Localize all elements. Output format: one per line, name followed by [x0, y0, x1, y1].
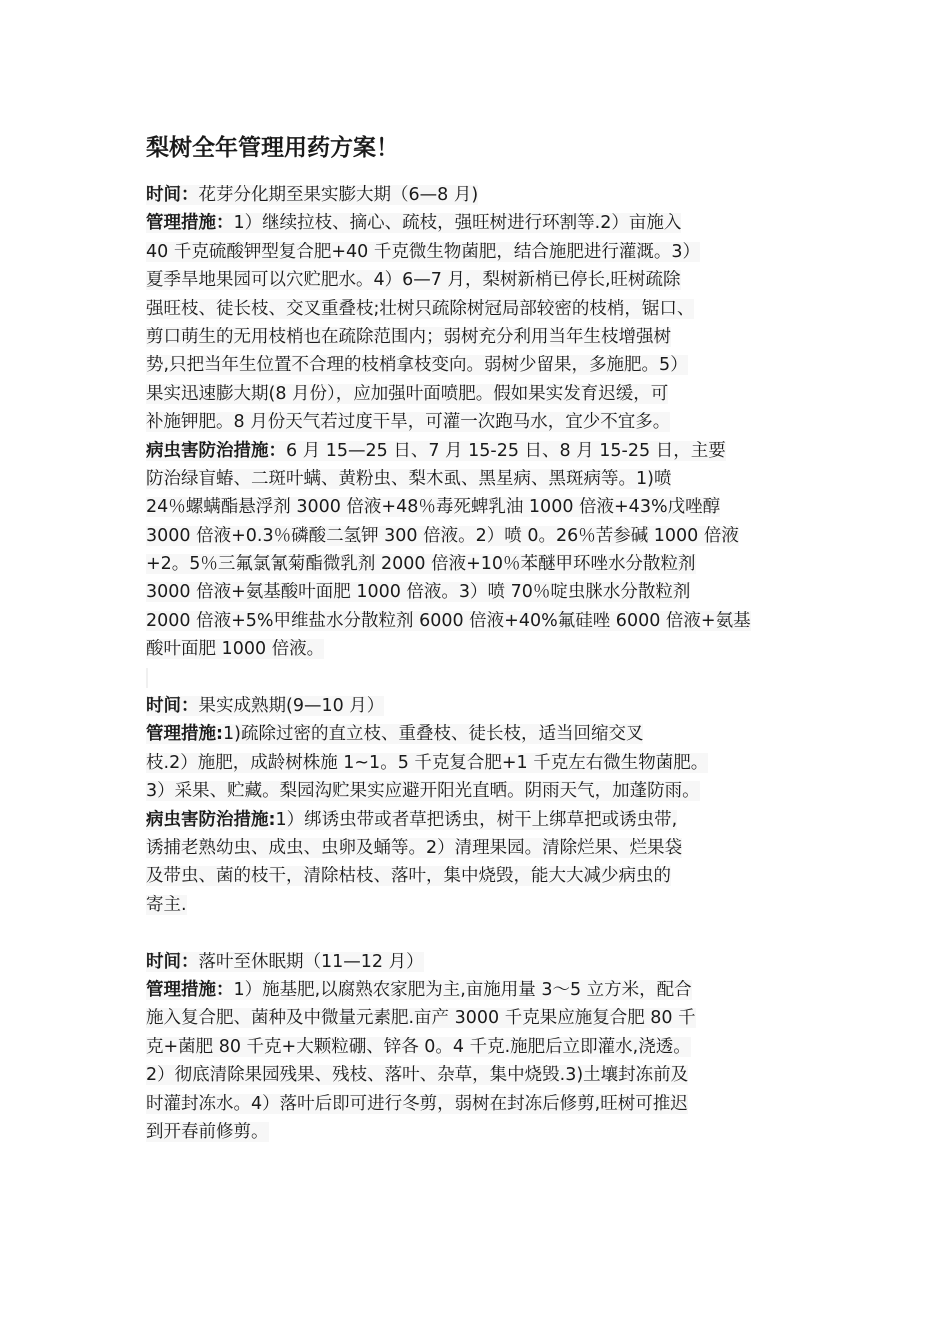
line-text: 24％螺螨酯悬浮剂 3000 倍液+48％毒死蜱乳油 1000 倍液+43%戊唑醇 [146, 497, 721, 518]
text-line [146, 550, 836, 578]
line-content [146, 242, 700, 262]
field-label: 管理措施: [146, 724, 223, 745]
line-text: 3）采果、贮藏。梨园沟贮果实应避开阳光直晒。阴雨天气，加蓬防雨。 [146, 781, 700, 802]
text-line [146, 465, 836, 493]
text-line [146, 806, 836, 834]
field-label: 管理措施： [146, 213, 234, 234]
line-content [146, 469, 671, 489]
line-content [146, 1065, 688, 1085]
document-title: 梨树全年管理用药方案！ [146, 135, 399, 161]
line-text: 寄主. [146, 894, 187, 915]
line-content [146, 1037, 691, 1057]
line-content [146, 639, 324, 659]
line-content [146, 270, 681, 290]
line-text: 诱捕老熟幼虫、成虫、虫卵及蛹等。2）清理果园。清除烂果、烂果袋 [146, 837, 683, 858]
line-content [146, 696, 384, 716]
text-line [146, 295, 836, 323]
line-content [146, 327, 671, 347]
text-line [146, 976, 836, 1004]
text-line [146, 493, 836, 521]
text-line [146, 1061, 836, 1089]
line-text: 2000 倍液+5%甲维盐水分散粒剂 6000 倍液+40%氟硅唑 6000 倍液+氨基 [146, 610, 751, 631]
text-line [146, 777, 836, 805]
line-text: 1）继续拉枝、摘心、疏枝，强旺树进行环割等.2）亩施入 [233, 213, 682, 234]
document-page [146, 128, 836, 1146]
line-text: +2。5％三氟氯氰菊酯微乳剂 2000 倍液+10％苯醚甲环唑水分散粒剂 [146, 554, 696, 575]
line-text: 2）彻底清除果园残果、残枝、落叶、杂草，集中烧毁.3)土壤封冻前及 [146, 1065, 689, 1086]
text-line [146, 209, 836, 237]
line-content [146, 526, 739, 546]
line-text: 1）施基肥,以腐熟农家肥为主,亩施用量 3～5 立方米，配合 [233, 979, 692, 1000]
text-line [146, 862, 836, 890]
field-label: 病虫害防治措施: [146, 809, 276, 830]
field-label: 时间： [146, 951, 199, 972]
line-text: 3000 倍液+0.3％磷酸二氢钾 300 倍液。2）喷 0。26％苦参碱 1000 倍液 [146, 525, 739, 546]
text-line [146, 238, 836, 266]
text-line [146, 266, 836, 294]
paragraph-gap [146, 664, 836, 692]
line-text: 克+菌肥 80 千克+大颗粒硼、锌各 0。4 千克.施肥后立即灌水,浇透。 [146, 1036, 691, 1057]
text-line [146, 749, 836, 777]
line-text: 3000 倍液+氨基酸叶面肥 1000 倍液。3）喷 70％啶虫脒水分散粒剂 [146, 582, 691, 603]
text-line [146, 720, 836, 748]
line-content [146, 980, 692, 1000]
line-content [146, 1008, 696, 1028]
line-text: 酸叶面肥 1000 倍液。 [146, 639, 325, 660]
line-content [146, 781, 700, 801]
line-content [146, 412, 670, 432]
line-content [146, 554, 696, 574]
text-line [146, 891, 836, 919]
text-line [146, 408, 836, 436]
text-line [146, 437, 836, 465]
text-line [146, 834, 836, 862]
line-content [146, 895, 187, 915]
line-text: 到开春前修剪。 [146, 1121, 269, 1142]
line-content [146, 753, 708, 773]
line-content [146, 213, 681, 233]
text-line [146, 380, 836, 408]
line-text: 1)疏除过密的直立枝、重叠枝、徒长枝，适当回缩交叉 [223, 724, 644, 745]
line-text: 枝.2）施肥，成龄树株施 1~1。5 千克复合肥+1 千克左右微生物菌肥。 [146, 752, 709, 773]
section-ripening-period [146, 692, 836, 919]
line-text: 1）绑诱虫带或者草把诱虫，树干上绑草把或诱虫带, [275, 809, 678, 830]
line-content [146, 866, 671, 886]
section-dormancy-period [146, 948, 836, 1147]
line-content [146, 384, 668, 404]
field-label: 病虫害防治措施： [146, 440, 286, 461]
line-content [146, 299, 694, 319]
line-content [146, 497, 720, 517]
line-text: 补施钾肥。8 月份天气若过度干旱，可灌一次跑马水，宜少不宜多。 [146, 412, 671, 433]
line-content [146, 838, 682, 858]
line-text: 40 千克硫酸钾型复合肥+40 千克微生物菌肥，结合施肥进行灌溉。3） [146, 241, 700, 262]
line-content [146, 185, 478, 205]
line-text: 花芽分化期至果实膨大期（6—8 月) [198, 185, 479, 205]
line-text: 及带虫、菌的枝干，清除枯枝、落叶，集中烧毁，能大大减少病虫的 [146, 866, 671, 887]
line-text: 果实成熟期(9—10 月） [198, 696, 385, 717]
section-growth-period [146, 181, 836, 664]
text-line [146, 522, 836, 550]
field-label: 管理措施： [146, 979, 234, 1000]
line-content [146, 952, 424, 972]
line-text: 防治绿盲蝽、二斑叶螨、黄粉虫、梨木虱、黑星病、黑斑病等。1)喷 [146, 468, 672, 489]
line-text: 剪口萌生的无用枝梢也在疏除范围内；弱树充分利用当年生枝增强树 [146, 326, 671, 347]
text-line [146, 635, 836, 663]
line-text: 施入复合肥、菌种及中微量元素肥.亩产 3000 千克果应施复合肥 80 千 [146, 1008, 696, 1029]
line-text: 果实迅速膨大期(8 月份），应加强叶面喷肥。假如果实发育迟缓，可 [146, 383, 669, 404]
line-text: 落叶至休眠期（11—12 月） [198, 951, 424, 972]
text-line [146, 351, 836, 379]
paragraph-gap [146, 919, 836, 947]
text-line [146, 692, 836, 720]
text-line [146, 1090, 836, 1118]
line-content [146, 1094, 688, 1114]
text-line [146, 948, 836, 976]
line-text: 强旺枝、徒长枝、交叉重叠枝;壮树只疏除树冠局部较密的枝梢，锯口、 [146, 298, 695, 319]
line-content [146, 582, 690, 602]
line-text: 时灌封冻水。4）落叶后即可进行冬剪，弱树在封冻后修剪,旺树可推迟 [146, 1093, 688, 1114]
line-text: 6 月 15—25 日、7 月 15-25 日、8 月 15-25 日，主要 [286, 440, 726, 461]
line-text: 夏季旱地果园可以穴贮肥水。4）6—7 月，梨树新梢已停长,旺树疏除 [146, 270, 681, 291]
line-text: 势,只把当年生位置不合理的枝梢拿枝变向。弱树少留果，多施肥。5） [146, 355, 688, 376]
text-line [146, 323, 836, 351]
text-line [146, 1033, 836, 1061]
field-label: 时间： [146, 185, 199, 205]
line-content [146, 1122, 269, 1142]
field-label: 时间： [146, 696, 199, 717]
line-content [146, 724, 643, 744]
text-line [146, 181, 836, 209]
line-content [146, 611, 751, 631]
text-line [146, 578, 836, 606]
text-line [146, 607, 836, 635]
text-line [146, 1004, 836, 1032]
line-content [146, 441, 726, 461]
line-content [146, 355, 688, 375]
line-content [146, 810, 677, 830]
text-line [146, 1118, 836, 1146]
